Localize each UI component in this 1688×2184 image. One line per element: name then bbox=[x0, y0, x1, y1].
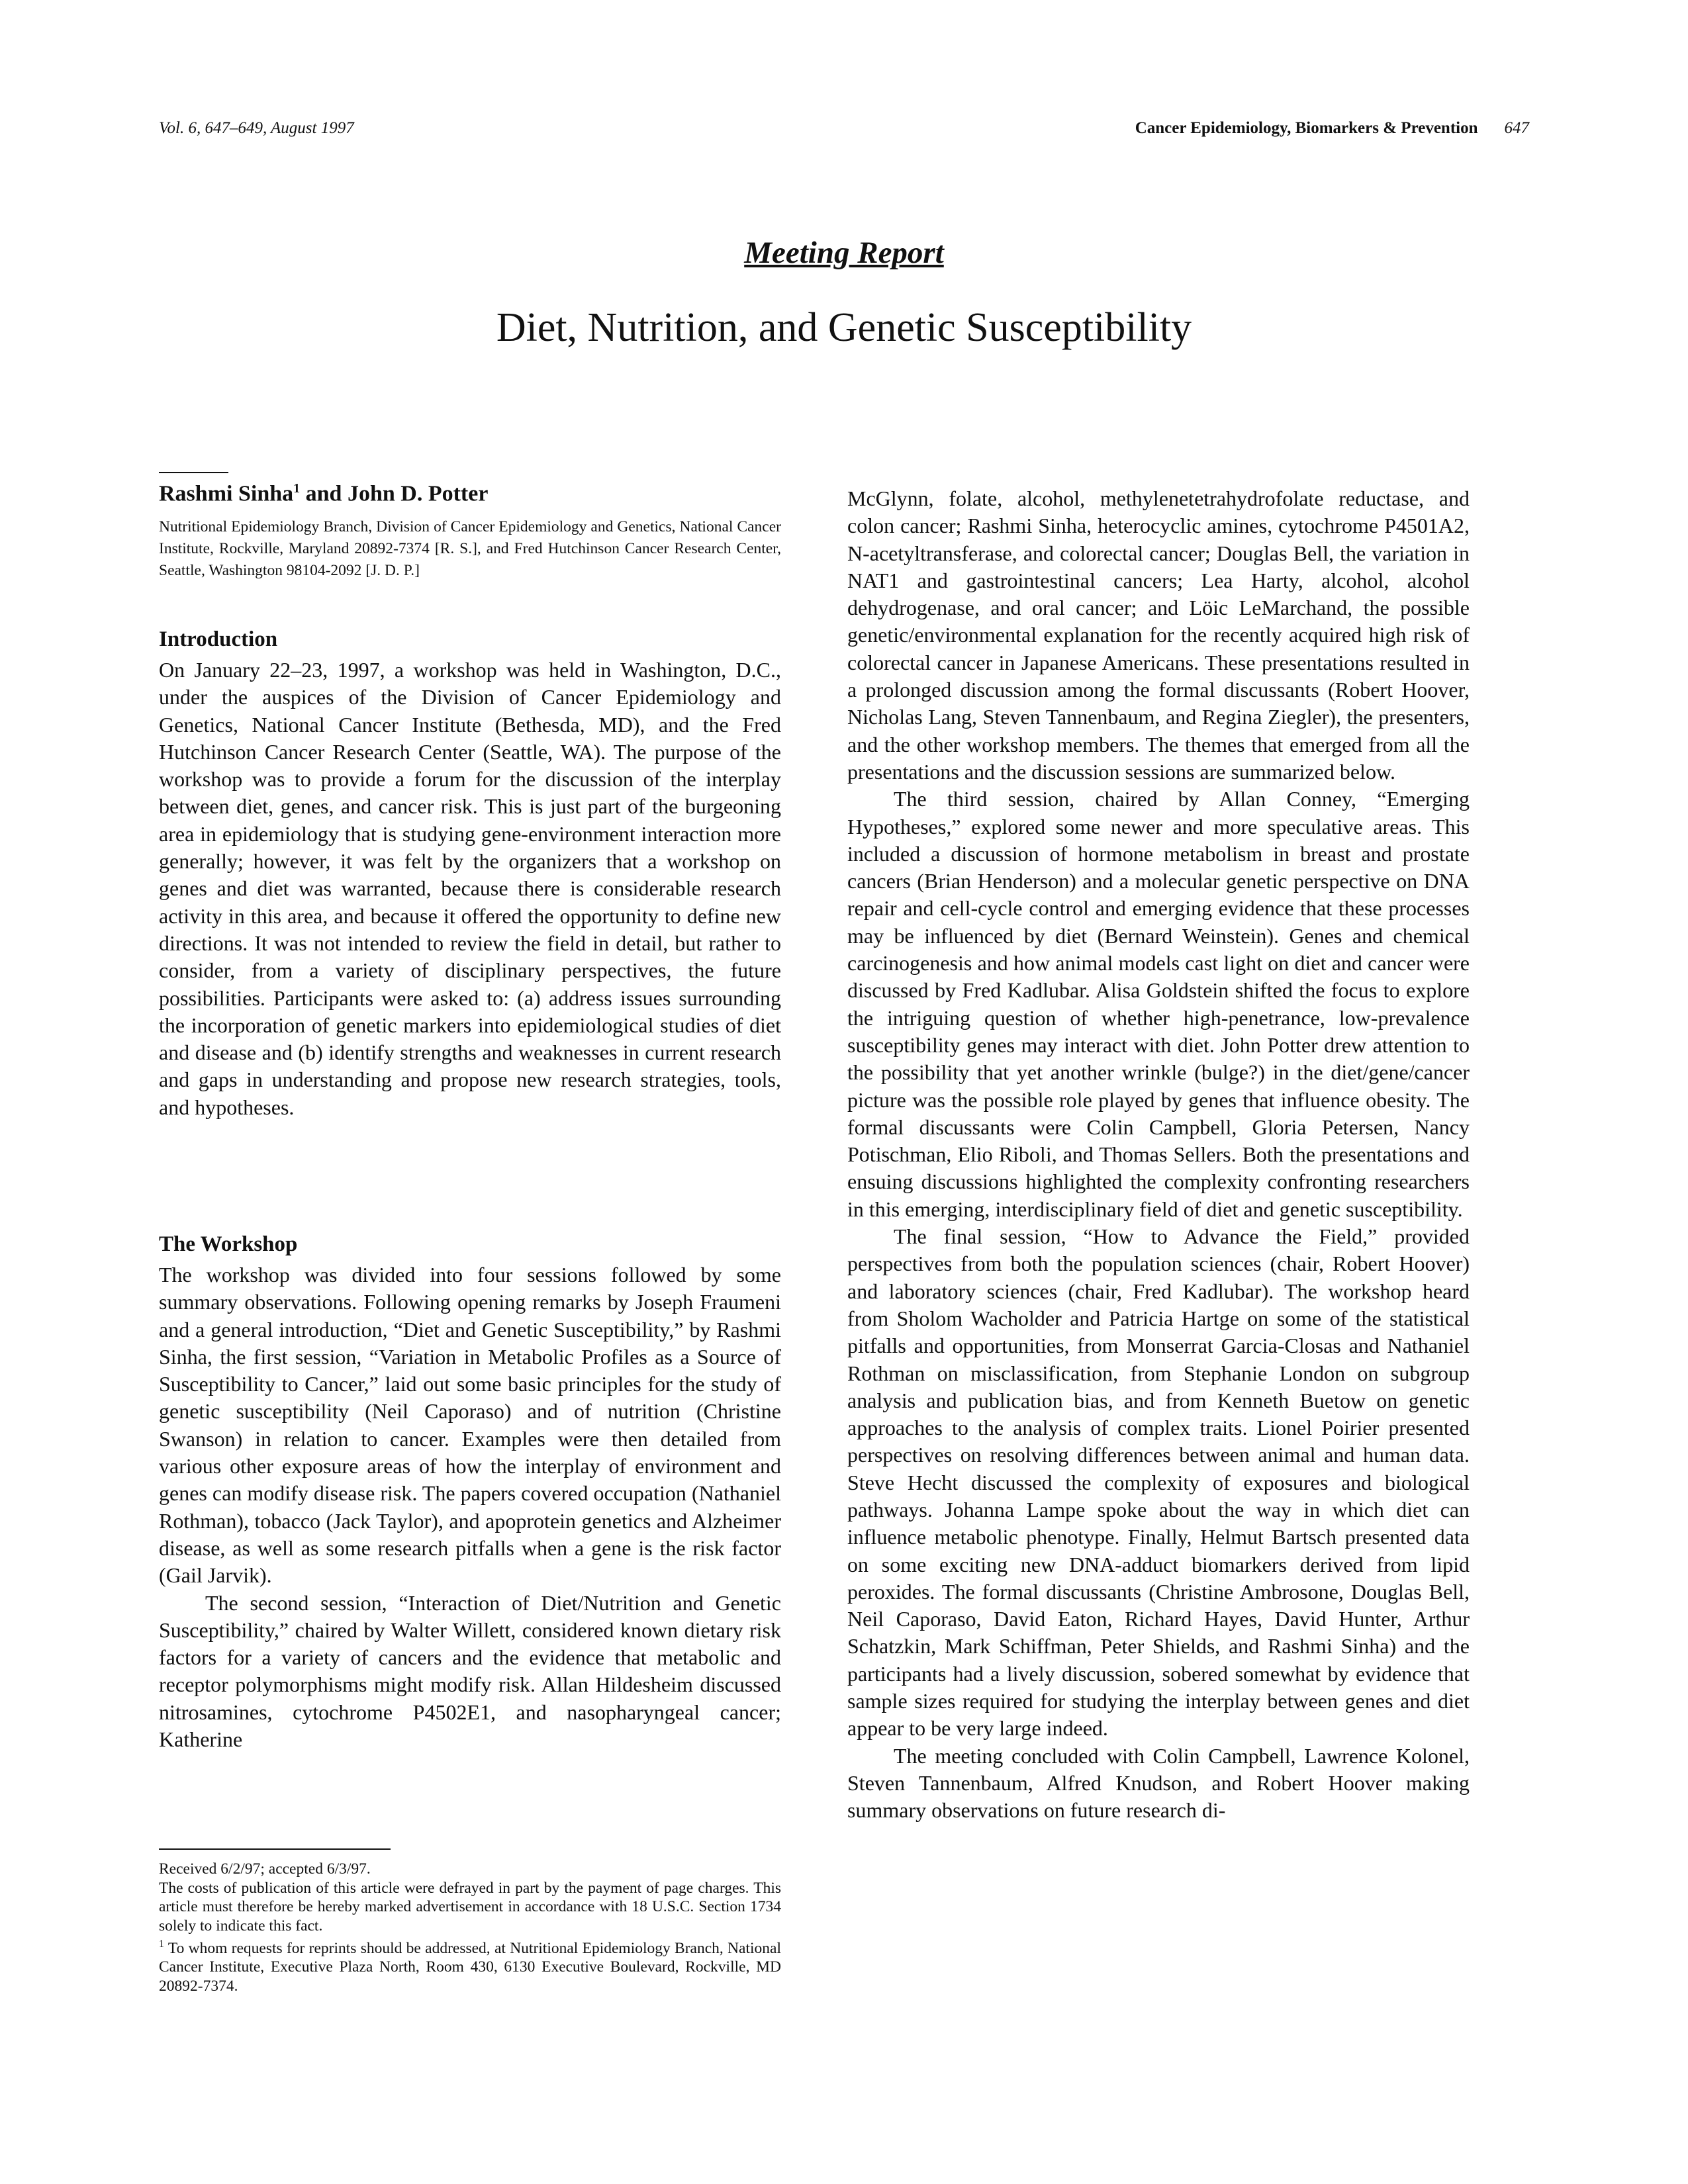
workshop-paragraph-4: The final session, “How to Advance the Field,” provided perspectives from both the population sciences (chair, Robert Hoover) and laboratory sciences (chair, Fred Kadlubar). The workshop heard from Sholom Wacholder and Patricia Hartge on some of the statistical pitfalls and opportunities, from Monserrat Garcia-Closas and Nathaniel Rothman on misclassification, from Stephanie London on subgroup analysis and publication bias, and from Kenneth Buetow on genetic approaches to the analysis of complex traits. Lionel Poirier presented perspectives on resolving differences between animal and human data. Steve Hecht discussed the complexity of exposures and biological pathways. Johanna Lampe spoke about the way in which diet can influence metabolic phenotype. Finally, Helmut Bartsch presented data on some exciting new DNA-adduct biomarkers derived from lipid peroxides. The formal discussants (Christine Ambrosone, Douglas Bell, Neil Caporaso, David Eaton, Richard Hayes, David Hunter, Arthur Schatzkin, Mark Schiffman, Peter Shields, and Rashmi Sinha) and the participants had a lively discussion, sobered somewhat by evidence that sample sizes required for studying the interplay between genes and diet appear to be very large indeed. bbox=[847, 1224, 1470, 1741]
workshop-heading: The Workshop bbox=[159, 1232, 298, 1256]
workshop-body-right bbox=[847, 485, 1470, 1825]
footnotes bbox=[159, 1860, 781, 1995]
journal-name bbox=[1135, 119, 1529, 138]
volume-info: Vol. 6, 647–649, August 1997 bbox=[159, 119, 354, 137]
running-head bbox=[159, 119, 1529, 146]
author-1-footnote-mark: 1 bbox=[293, 481, 301, 496]
author-rule bbox=[159, 472, 228, 473]
footnote-reprints-mark: 1 bbox=[159, 1938, 164, 1950]
affiliation: Nutritional Epidemiology Branch, Division of Cancer Epidemiology and Genetics, National Cancer Institute, Rockville, Maryland 20892-7374 [R. S.], and Fred Hutchinson Cancer Research Center, Seattle, Washington 98104-2092 [J. D. P.] bbox=[159, 518, 781, 579]
footnote-rule bbox=[159, 1848, 391, 1850]
author-1: Rashmi Sinha bbox=[159, 481, 294, 506]
footnote-received: Received 6/2/97; accepted 6/3/97. bbox=[159, 1860, 371, 1878]
author-connector: and bbox=[300, 481, 348, 506]
workshop-paragraph-3: The third session, chaired by Allan Conney, “Emerging Hypotheses,” explored some newer and more speculative areas. This included a discussion of hormone metabolism in breast and prostate cancers (Brian Henderson) and a molecular genetic perspective on DNA repair and cell-cycle control and emerging evidence that these processes may be influenced by diet (Bernard Weinstein). Genes and chemical carcinogenesis and how animal models cast light on diet and cancer were discussed by Fred Kadlubar. Alisa Goldstein shifted the focus to explore the intriguing question of whether high-penetrance, low-prevalence susceptibility genes may interact with diet. John Potter drew attention to the possibility that yet another wrinkle (bulge?) in the diet/gene/cancer picture was the possible role played by genes that influence obesity. The formal discussants were Colin Campbell, Gloria Petersen, Nancy Potischman, Elio Riboli, and Thomas Sellers. Both the presentations and ensuing discussions highlighted the complexity confronting researchers in this emerging, interdisciplinary field of diet and genetic susceptibility. bbox=[847, 787, 1470, 1221]
workshop-paragraph-1: The workshop was divided into four sessions followed by some summary observations. Following opening remarks by Joseph Fraumeni and a general introduction, “Diet and Genetic Susceptibility,” by Rashmi Sinha, the first session, “Variation in Metabolic Profiles as a Source of Susceptibility to Cancer,” laid out some basic principles for the study of genetic susceptibility (Neil Caporaso) and of nutrition (Christine Swanson) in relation to cancer. Examples were then detailed from various other exposure areas of how the interplay of environment and genes can modify disease risk. The papers covered occupation (Nathaniel Rothman), tobacco (Jack Taylor), and apoprotein genetics and Alzheimer disease, as well as some research pitfalls when a gene is the risk factor (Gail Jarvik). bbox=[159, 1263, 781, 1588]
workshop-paragraph-5: The meeting concluded with Colin Campbell, Lawrence Kolonel, Steven Tannenbaum, Alfred Knudson, and Robert Hoover making summary observations on future research di- bbox=[847, 1743, 1470, 1823]
workshop-body-left bbox=[159, 1261, 781, 1753]
article-title: Diet, Nutrition, and Genetic Susceptibility bbox=[496, 305, 1192, 350]
workshop-paragraph-2-continued: McGlynn, folate, alcohol, methylenetetrahydrofolate reductase, and colon cancer; Rashmi Sinha, heterocyclic amines, cytochrome P4501A2, N-acetyltransferase, and colorectal cancer; Douglas Bell, the variation in NAT1 and gastrointestinal cancers; Lea Harty, alcohol, alcohol dehydrogenase, and oral cancer; and Löic LeMarchand, the possible genetic/environmental explanation for the recently acquired high risk of colorectal cancer in Japanese Americans. These presentations resulted in a prolonged discussion among the formal discussants (Robert Hoover, Nicholas Lang, Steven Tannenbaum, and Regina Ziegler), the presenters, and the other workshop members. The themes that emerged from all the presentations and the discussion sessions are summarized below. bbox=[847, 486, 1470, 784]
author-2: John D. Potter bbox=[347, 481, 489, 506]
page-number: 647 bbox=[1504, 119, 1529, 137]
footnote-reprints bbox=[159, 1935, 781, 1995]
footnote-costs: The costs of publication of this article were defrayed in part by the payment of page charges. This article must therefore be hereby marked advertisement in accordance with 18 U.S.C. Section 1734 solely to indicate this fact. bbox=[159, 1879, 781, 1934]
section-type: Meeting Report bbox=[744, 236, 944, 270]
introduction-body bbox=[159, 657, 781, 1121]
workshop-paragraph-2: The second session, “Interaction of Diet/Nutrition and Genetic Susceptibility,” chaired by Walter Willett, considered known dietary risk factors for a variety of cancers and the evidence that metabolic and receptor polymorphisms might modify risk. Allan Hildesheim discussed nitrosamines, cytochrome P4502E1, and nasopharyngeal cancer; Katherine bbox=[159, 1590, 781, 1752]
footnote-reprints-text: To whom requests for reprints should be addressed, at Nutritional Epidemiology Branch, National Cancer Institute, Executive Plaza North, Room 430, 6130 Executive Boulevard, Rockville, MD 20892-7374. bbox=[159, 1939, 781, 1995]
introduction-paragraph: On January 22–23, 1997, a workshop was held in Washington, D.C., under the auspices of the Division of Cancer Epidemiology and Genetics, National Cancer Institute (Bethesda, MD), and the Fred Hutchinson Cancer Research Center (Seattle, WA). The purpose of the workshop was to provide a forum for the discussion of the interplay between diet, genes, and cancer risk. This is just part of the burgeoning area in epidemiology that is studying gene-environment interaction more generally; however, it was felt by the organizers that a workshop on genes and diet was warranted, because there is considerable research activity in this area, and because it offered the opportunity to define new directions. It was not intended to review the field in detail, but rather to consider, from a variety of disciplinary perspectives, the future possibilities. Participants were asked to: (a) address issues surrounding the incorporation of genetic markers into epidemiological studies of diet and disease and (b) identify strengths and weaknesses in current research and gaps in understanding and propose new research strategies, tools, and hypotheses. bbox=[159, 658, 781, 1119]
introduction-heading: Introduction bbox=[159, 627, 278, 651]
journal-title: Cancer Epidemiology, Biomarkers & Prevention bbox=[1135, 119, 1478, 137]
authors bbox=[159, 481, 781, 506]
